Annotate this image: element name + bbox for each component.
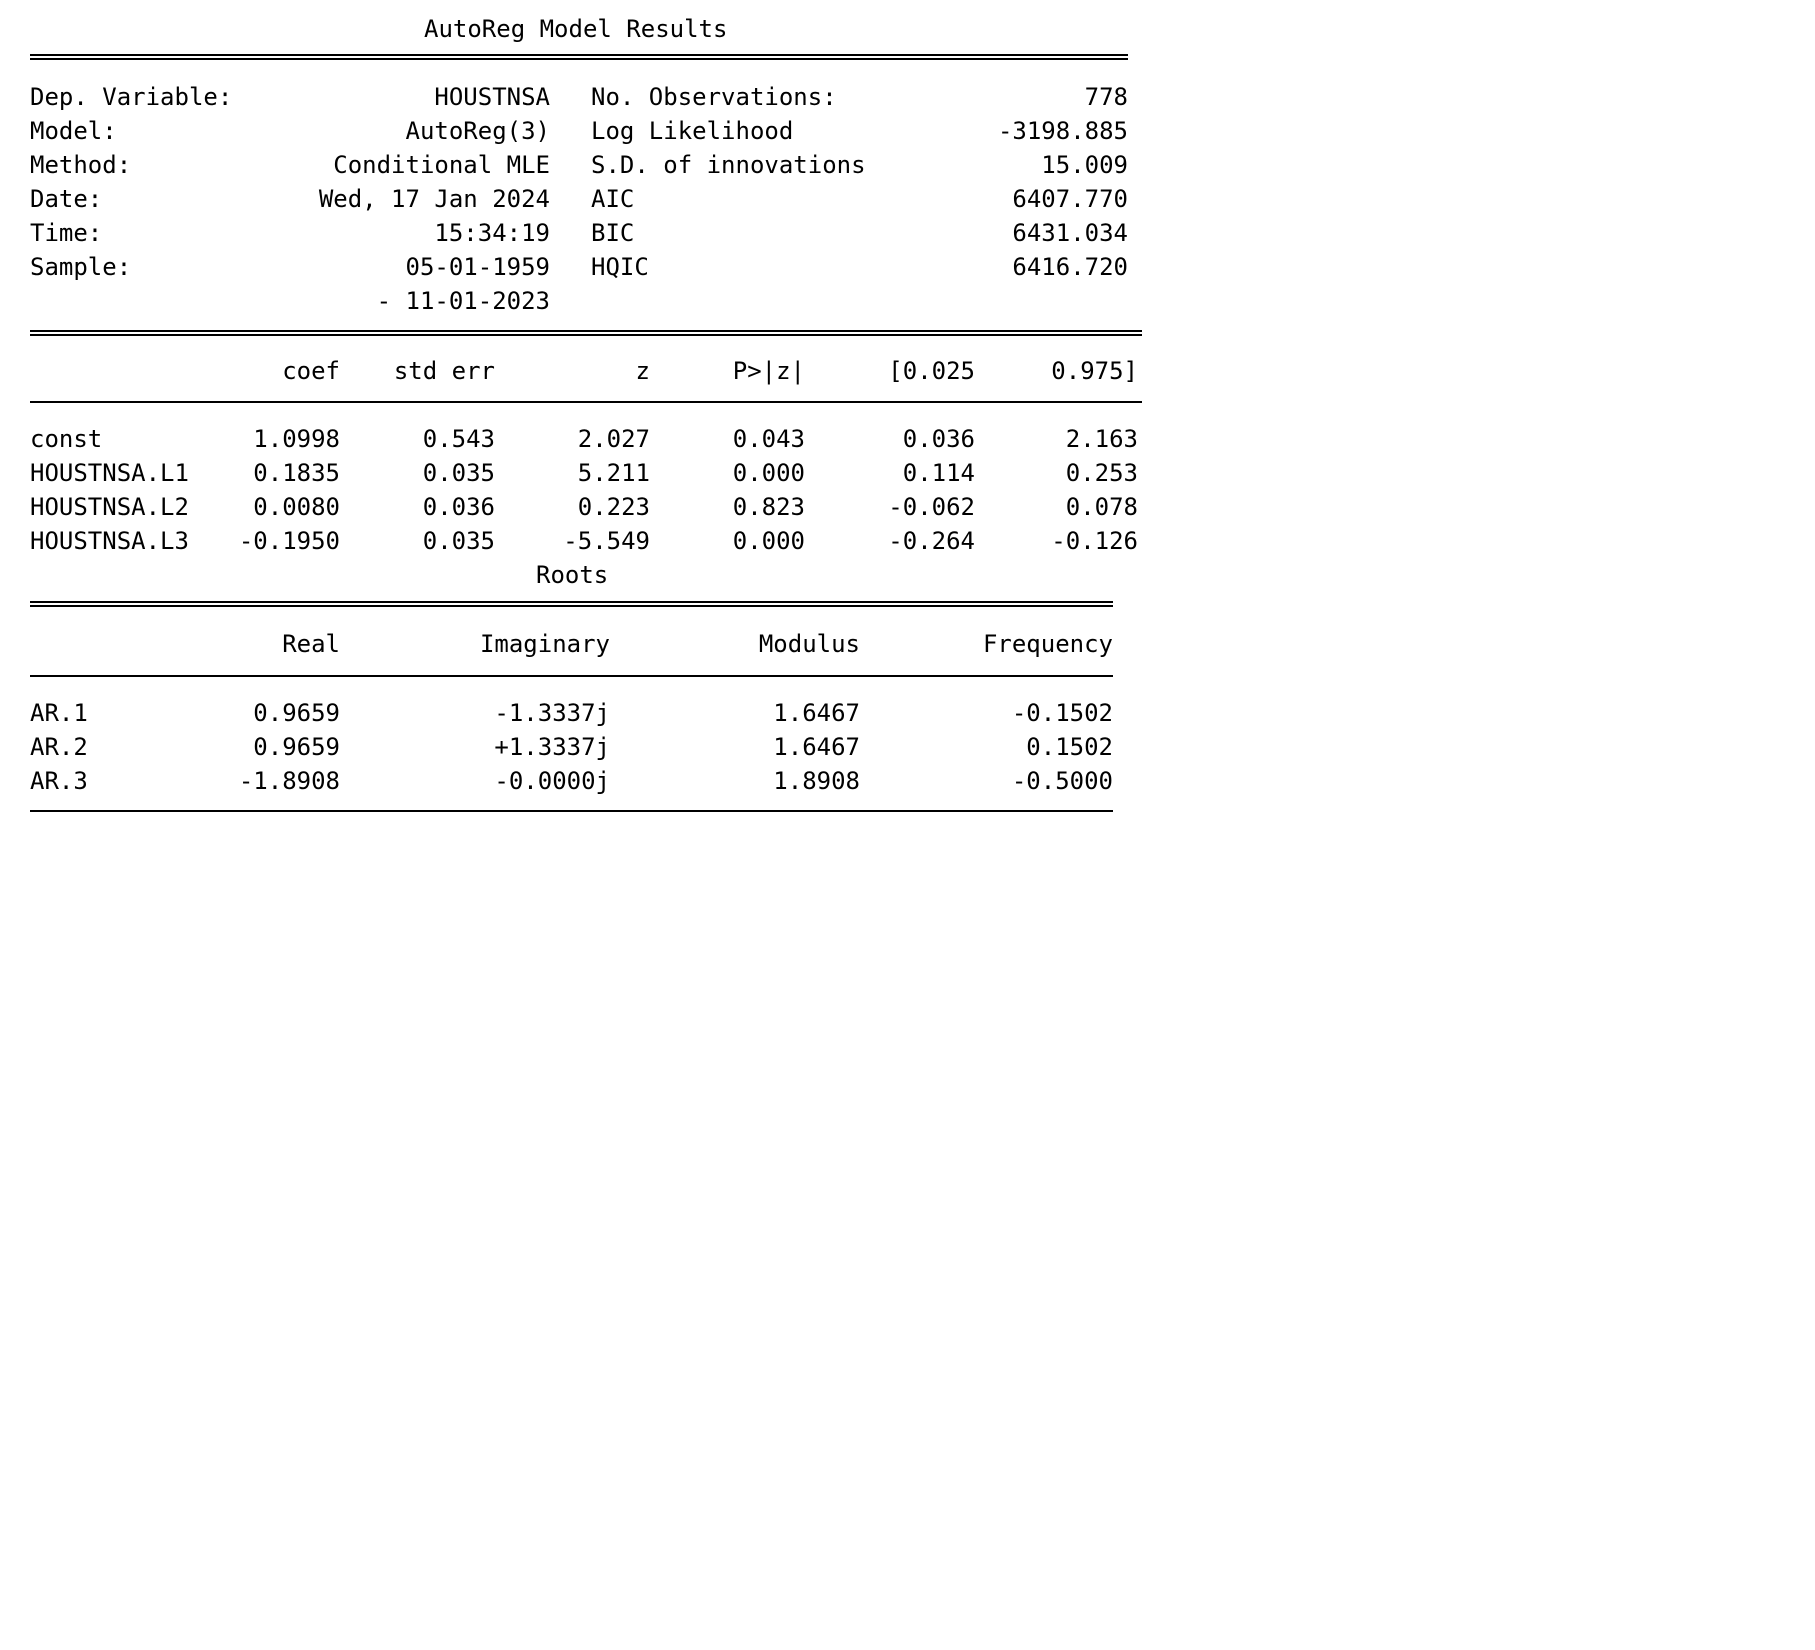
top-double-rule [30, 54, 1128, 60]
coef-table-header-rule [30, 401, 1142, 403]
roots-cell: 1.8908 [773, 767, 860, 795]
roots-cell: 1.6467 [773, 699, 860, 727]
header-left-value: - 11-01-2023 [376, 287, 550, 315]
header-right-value: -3198.885 [997, 117, 1128, 145]
coef-cell: 0.823 [732, 493, 805, 521]
coef-cell: 0.543 [422, 425, 495, 453]
coef-cell: -0.062 [888, 493, 975, 521]
roots-header: Modulus [758, 630, 860, 658]
coef-row-label: HOUSTNSA.L2 [30, 493, 189, 521]
roots-table-bottom-rule [30, 810, 1113, 812]
coef-cell: 0.036 [422, 493, 495, 521]
coef-cell: 0.223 [577, 493, 650, 521]
roots-row-label: AR.3 [30, 767, 88, 795]
header-left-label: Method: [30, 151, 132, 179]
coef-cell: 1.0998 [253, 425, 340, 453]
coef-header: std err [393, 357, 495, 385]
header-left-label: Time: [30, 219, 103, 247]
header-right-label: S.D. of innovations [591, 151, 866, 179]
roots-cell: 0.9659 [253, 699, 340, 727]
header-right-label: No. Observations: [591, 83, 837, 111]
header-left-value: Conditional MLE [333, 151, 550, 179]
coef-cell: 0.078 [1065, 493, 1138, 521]
coef-header: 0.975] [1051, 357, 1138, 385]
roots-cell: -0.0000j [494, 767, 610, 795]
coef-cell: 0.036 [902, 425, 975, 453]
roots-cell: 0.1502 [1026, 733, 1113, 761]
roots-cell: -0.1502 [1011, 699, 1113, 727]
coef-cell: 0.253 [1065, 459, 1138, 487]
roots-cell: -1.3337j [494, 699, 610, 727]
coef-cell: 0.035 [422, 527, 495, 555]
coef-cell: 0.1835 [253, 459, 340, 487]
header-left-value: AutoReg(3) [405, 117, 550, 145]
roots-table-top-rule [30, 601, 1113, 607]
roots-cell: -0.5000 [1011, 767, 1113, 795]
coef-cell: 0.114 [902, 459, 975, 487]
roots-title: Roots [536, 561, 609, 589]
header-right-value: 6416.720 [1012, 253, 1128, 281]
roots-cell: -1.8908 [238, 767, 340, 795]
roots-header: Real [282, 630, 340, 658]
coef-header: [0.025 [888, 357, 975, 385]
roots-cell: 0.9659 [253, 733, 340, 761]
header-right-value: 778 [1084, 83, 1128, 111]
header-left-label: Model: [30, 117, 117, 145]
coef-cell: -0.126 [1051, 527, 1138, 555]
coef-header: P>|z| [732, 357, 805, 385]
roots-header: Imaginary [479, 630, 610, 658]
roots-cell: +1.3337j [494, 733, 610, 761]
header-left-label: Dep. Variable: [30, 83, 233, 111]
coef-cell: -0.264 [888, 527, 975, 555]
header-right-value: 6431.034 [1012, 219, 1128, 247]
coef-cell: -0.1950 [238, 527, 340, 555]
header-right-label: AIC [591, 185, 635, 213]
header-left-value: HOUSTNSA [434, 83, 550, 111]
header-right-label: BIC [591, 219, 635, 247]
header-left-label: Date: [30, 185, 103, 213]
coef-cell: 0.043 [732, 425, 805, 453]
coef-cell: 2.027 [577, 425, 650, 453]
coef-header: coef [282, 357, 340, 385]
header-left-label: Sample: [30, 253, 132, 281]
coef-cell: 0.0080 [253, 493, 340, 521]
header-left-value: 05-01-1959 [405, 253, 550, 281]
coef-cell: 0.000 [732, 527, 805, 555]
coef-row-label: HOUSTNSA.L3 [30, 527, 189, 555]
coef-cell: 5.211 [577, 459, 650, 487]
header-right-value: 6407.770 [1012, 185, 1128, 213]
roots-row-label: AR.1 [30, 699, 88, 727]
roots-cell: 1.6467 [773, 733, 860, 761]
header-right-value: 15.009 [1041, 151, 1128, 179]
coef-table-top-rule [30, 330, 1142, 336]
summary-title: AutoReg Model Results [424, 15, 728, 43]
header-right-label: Log Likelihood [591, 117, 794, 145]
header-left-value: 15:34:19 [434, 219, 550, 247]
header-left-value: Wed, 17 Jan 2024 [318, 185, 550, 213]
coef-header: z [635, 357, 650, 385]
roots-table-header-rule [30, 675, 1113, 677]
coef-row-label: HOUSTNSA.L1 [30, 459, 189, 487]
coef-cell: -5.549 [563, 527, 650, 555]
roots-header: Frequency [982, 630, 1113, 658]
roots-row-label: AR.2 [30, 733, 88, 761]
coef-cell: 2.163 [1065, 425, 1138, 453]
coef-cell: 0.000 [732, 459, 805, 487]
header-right-label: HQIC [591, 253, 649, 281]
coef-cell: 0.035 [422, 459, 495, 487]
coef-row-label: const [30, 425, 103, 453]
